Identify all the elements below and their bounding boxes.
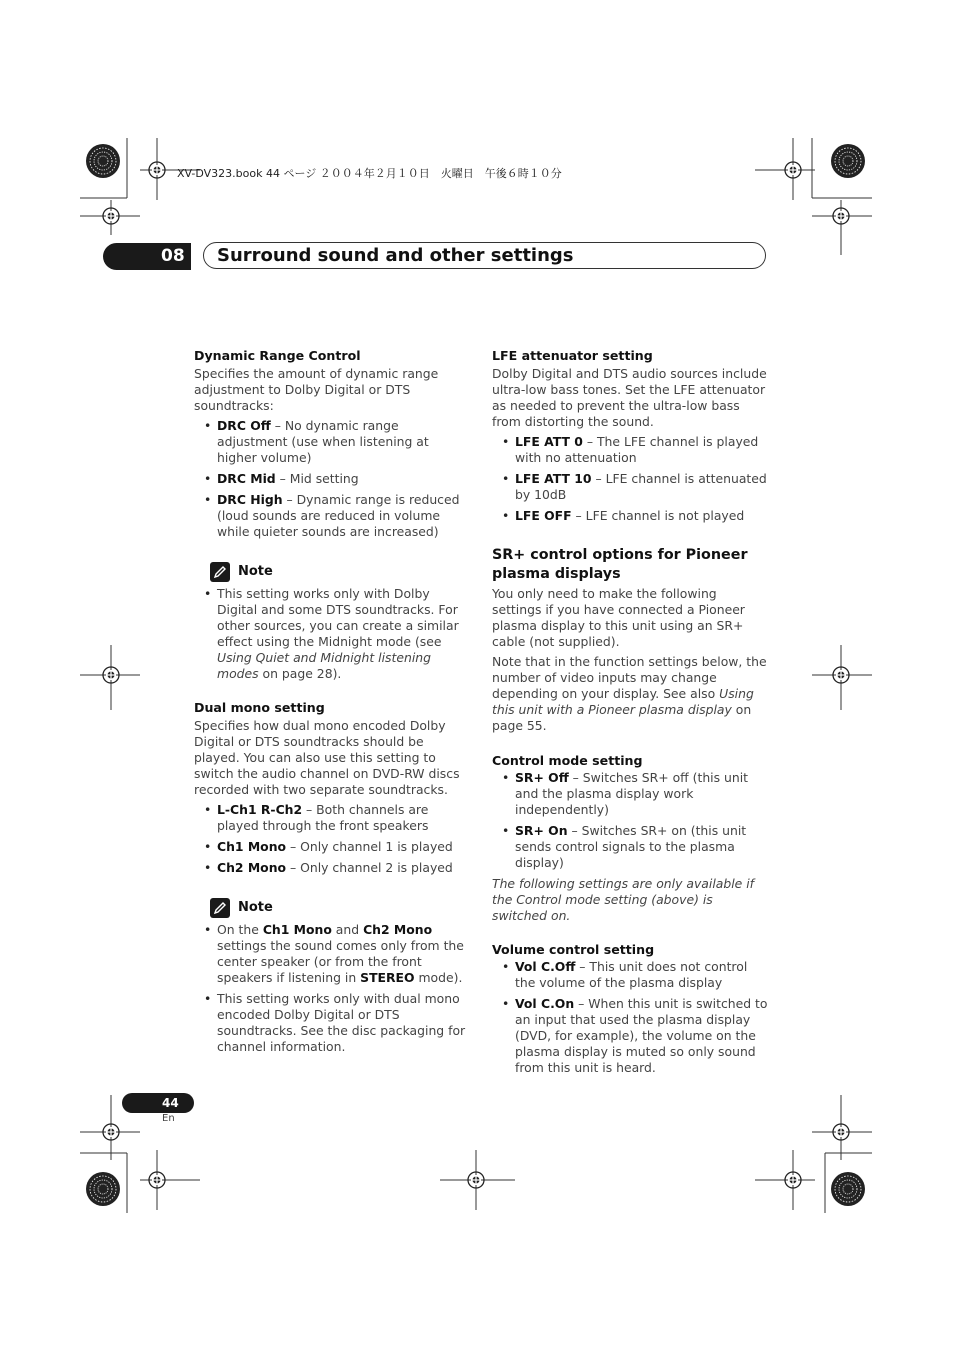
volume-control-heading: Volume control setting <box>492 942 655 957</box>
right-column <box>492 348 768 1081</box>
dual-mono-heading: Dual mono setting <box>194 700 325 715</box>
list-item: • L-Ch1 R-Ch2 – Both channels are played through the front speakers <box>194 802 470 834</box>
note-label: Note <box>238 564 273 579</box>
page-number: 44 <box>122 1093 194 1113</box>
control-mode-options <box>492 770 768 871</box>
volume-control-options <box>492 959 768 1076</box>
note-list <box>194 922 470 1055</box>
drc-heading: Dynamic Range Control <box>194 348 361 363</box>
note-label: Note <box>238 900 273 915</box>
page-language: En <box>162 1113 175 1124</box>
dual-mono-intro: Specifies how dual mono encoded Dolby Digital or DTS soundtracks should be played. You can also use this setting to switch the audio channel on DVD-RW discs recorded with two separate soundtracks. <box>194 718 460 797</box>
note-header <box>194 898 470 918</box>
chapter-title: Surround sound and other settings <box>217 245 574 266</box>
note-list <box>194 586 470 682</box>
list-item: • LFE ATT 0 – The LFE channel is played with no attenuation <box>492 434 768 466</box>
note-header <box>194 562 470 582</box>
list-item: • Vol C.On – When this unit is switched to an input that used the plasma display (DVD, for example), the volume on the plasma display is muted so only sound from this unit is heard. <box>492 996 768 1076</box>
sr-note-paragraph: Note that in the function settings below, the number of video inputs may change depending on your display. See also Using this unit with a Pioneer plasma display on page 55. <box>492 654 767 733</box>
lfe-options <box>492 434 768 524</box>
lfe-intro: Dolby Digital and DTS audio sources include ultra-low bass tones. Set the LFE attenuator as needed to prevent the ultra-low bass from distorting the sound. <box>492 366 767 429</box>
list-item: • Ch2 Mono – Only channel 2 is played <box>194 860 470 876</box>
note-pencil-icon <box>210 898 230 918</box>
list-item: • SR+ Off – Switches SR+ off (this unit and the plasma display work independently) <box>492 770 768 818</box>
note-pencil-icon <box>210 562 230 582</box>
list-item: • This setting works only with Dolby Digital and some DTS soundtracks. For other sources, you can create a similar effect using the Midnight mode (see Using Quiet and Midnight listening modes on page 28). <box>194 586 470 682</box>
control-mode-heading: Control mode setting <box>492 753 643 768</box>
print-header: XV-DV323.book 44 ページ ２００４年２月１０日 火曜日 午後６時１０分 <box>177 167 562 180</box>
list-item: • DRC Mid – Mid setting <box>194 471 470 487</box>
list-item: • DRC High – Dynamic range is reduced (loud sounds are reduced in volume while quieter sounds are increased) <box>194 492 470 540</box>
list-item: • On the Ch1 Mono and Ch2 Mono settings the sound comes only from the center speaker (or from the front speakers if listening in STEREO mode). <box>194 922 470 986</box>
sr-control-heading: SR+ control options for Pioneer plasma displays <box>492 547 748 582</box>
sr-intro: You only need to make the following settings if you have connected a Pioneer plasma display to this unit using an SR+ cable (not supplied). <box>492 586 745 649</box>
chapter-number-badge: 08 <box>103 243 191 270</box>
drc-options <box>194 418 470 540</box>
list-item: • Ch1 Mono – Only channel 1 is played <box>194 839 470 855</box>
list-item: • DRC Off – No dynamic range adjustment (use when listening at higher volume) <box>194 418 470 466</box>
list-item: • This setting works only with dual mono encoded Dolby Digital or DTS soundtracks. See the disc packaging for channel information. <box>194 991 470 1055</box>
list-item: • SR+ On – Switches SR+ on (this unit sends control signals to the plasma display) <box>492 823 768 871</box>
left-column <box>194 348 470 1060</box>
list-item: • LFE ATT 10 – LFE channel is attenuated by 10dB <box>492 471 768 503</box>
lfe-heading: LFE attenuator setting <box>492 348 653 363</box>
list-item: • Vol C.Off – This unit does not control the volume of the plasma display <box>492 959 768 991</box>
dual-mono-options <box>194 802 470 876</box>
control-mode-note: The following settings are only available if the Control mode setting (above) is switched on. <box>492 876 755 923</box>
drc-intro: Specifies the amount of dynamic range adjustment to Dolby Digital or DTS soundtracks: <box>194 366 439 413</box>
list-item: • LFE OFF – LFE channel is not played <box>492 508 768 524</box>
